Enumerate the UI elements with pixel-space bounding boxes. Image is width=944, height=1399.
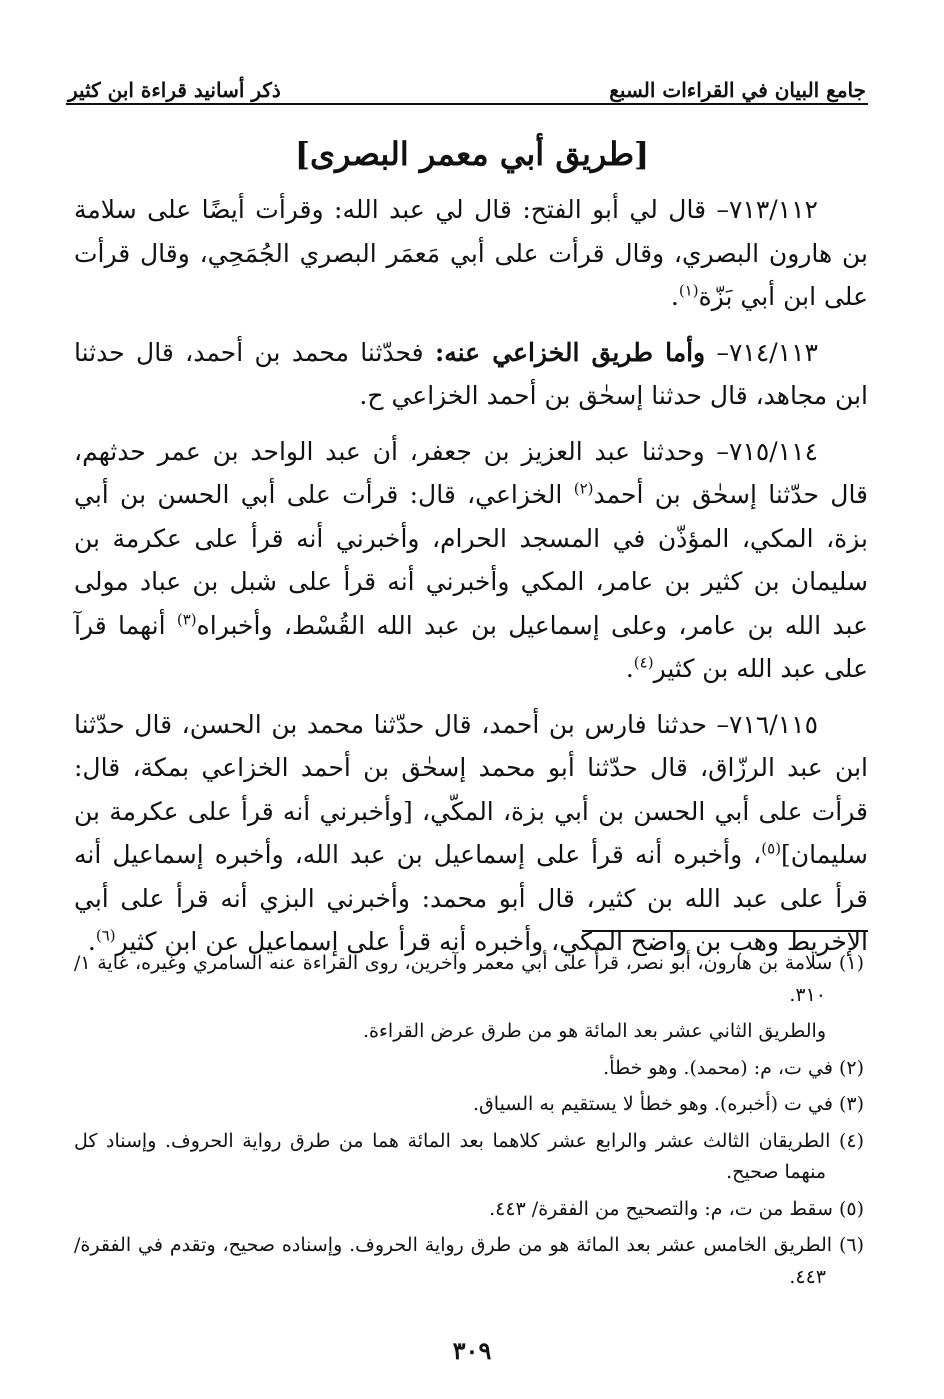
paragraph-text-cont: أنهما قرآ على عبد الله بن كثير bbox=[74, 610, 868, 683]
paragraph-text: قال لي أبو الفتح: قال لي عبد الله: وقرأت أيضًا على سلامة بن هارون البصري، وقال قرأت على أبي مَعمَر البصري الجُمَحِي، وقال قرأت على ابن أبي بَزّة bbox=[74, 195, 868, 311]
section-title: [طريق أبي معمر البصرى] bbox=[294, 135, 650, 173]
footnote-ref: (٦) bbox=[95, 926, 116, 945]
paragraph-714 bbox=[74, 331, 868, 418]
paragraph-text-cont: الخزاعي، قال: قرأت على أبي الحسن بن أبي بزة، المكي، المؤذّن في المسجد الحرام، وأخبرني أنه قرأ على عكرمة بن سليمان بن كثير بن عامر، المكي وأخبرني أنه قرأ على شبل بن عباد مولى عبد الله بن عامر، وعلى إسماعيل بن عبد الله القُسْط، وأخبراه bbox=[74, 480, 869, 640]
footnote-ref: (٤) bbox=[633, 653, 654, 672]
footnote-1-continuation: والطريق الثاني عشر بعد المائة هو من طرق عرض القراءة. bbox=[362, 1020, 826, 1042]
main-text bbox=[74, 188, 868, 976]
paragraph-text: وحدثنا عبد العزيز بن جعفر، أن عبد الواحد بن عمر حدثهم، قال حدّثنا إسحٰق بن أحمد bbox=[74, 436, 869, 509]
paragraph-716 bbox=[74, 703, 868, 964]
paragraph-text: فحدّثنا محمد بن أحمد، قال حدثنا ابن مجاهد، قال حدثنا إسحٰق بن أحمد الخزاعي ح. bbox=[74, 337, 868, 410]
footnote-3: (٣) في ت (أخبره). وهو خطأ لا يستقيم به السياق. bbox=[473, 1093, 864, 1115]
paragraph-number: ٧١٤/١١٣– bbox=[716, 337, 818, 367]
paragraph-715 bbox=[74, 430, 868, 691]
footnote-2: (٢) في ت، م: (محمد). وهو خطأ. bbox=[603, 1056, 864, 1079]
paragraph-text-cont: ، وأخبره أنه قرأ على إسماعيل بن عبد الله، وأخبره إسماعيل أنه قرأ على عبد الله بن كثير، قال أبو محمد: وأخبرني البزي أنه قرأ على أبي الإخريط وهب بن واضح المكي، وأخبره أنه قرأ على إسماعيل عن ابن كثير bbox=[74, 840, 868, 956]
footnote-ref: (١) bbox=[678, 281, 699, 300]
paragraph-number: ٧١٦/١١٥– bbox=[716, 709, 819, 739]
paragraph-tail: . bbox=[625, 654, 634, 683]
footnotes bbox=[74, 948, 864, 1298]
running-header bbox=[68, 66, 866, 102]
chapter-title: ذكر أسانيد قراءة ابن كثير bbox=[68, 78, 281, 102]
book-title: جامع البيان في القراءات السبع bbox=[609, 78, 866, 102]
footnote-ref: (٥) bbox=[761, 839, 782, 858]
paragraph-bold-lead: وأما طريق الخزاعي عنه: bbox=[435, 337, 706, 367]
paragraph-text: حدثنا فارس بن أحمد، قال حدّثنا محمد بن الحسن، قال حدّثنا ابن عبد الرزّاق، قال حدّثنا أبو محمد إسحٰق بن أحمد الخزاعي بمكة، قال: قرأت على أبي الحسن بن أبي بزة، المكّي، [وأخبرني أنه قرأ على عكرمة بن سليمان] bbox=[74, 709, 868, 869]
paragraph-713 bbox=[74, 188, 868, 319]
footnote-1: (١) سلامة بن هارون، أبو نصر، قرأ على أبي معمر وآخرين، روى القراءة عنه السامري وغيره، غاية ١/ ٣١٠. bbox=[74, 952, 864, 1006]
page-number: ٣٠٩ bbox=[452, 1336, 492, 1365]
footnote-rule bbox=[582, 930, 868, 932]
footnote-ref: (٣) bbox=[176, 610, 197, 629]
paragraph-tail: . bbox=[87, 927, 96, 956]
footnote-6: (٦) الطريق الخامس عشر بعد المائة هو من طرق رواية الحروف. وإسناده صحيح، وتقدم في الفقرة/ ٤٤٣. bbox=[74, 1234, 864, 1288]
paragraph-number: ٧١٣/١١٢– bbox=[716, 195, 818, 224]
paragraph-number: ٧١٥/١١٤– bbox=[716, 436, 819, 466]
paragraph-tail: . bbox=[670, 282, 679, 311]
footnote-4: (٤) الطريقان الثالث عشر والرابع عشر كلاهما بعد المائة هما من طرق رواية الحروف. وإسناد كل منهما صحيح. bbox=[74, 1129, 864, 1183]
footnote-5: (٥) سقط من ت، م: والتصحيح من الفقرة/ ٤٤٣. bbox=[489, 1197, 864, 1220]
footnote-ref: (٢) bbox=[573, 479, 594, 498]
header-rule bbox=[66, 103, 868, 105]
